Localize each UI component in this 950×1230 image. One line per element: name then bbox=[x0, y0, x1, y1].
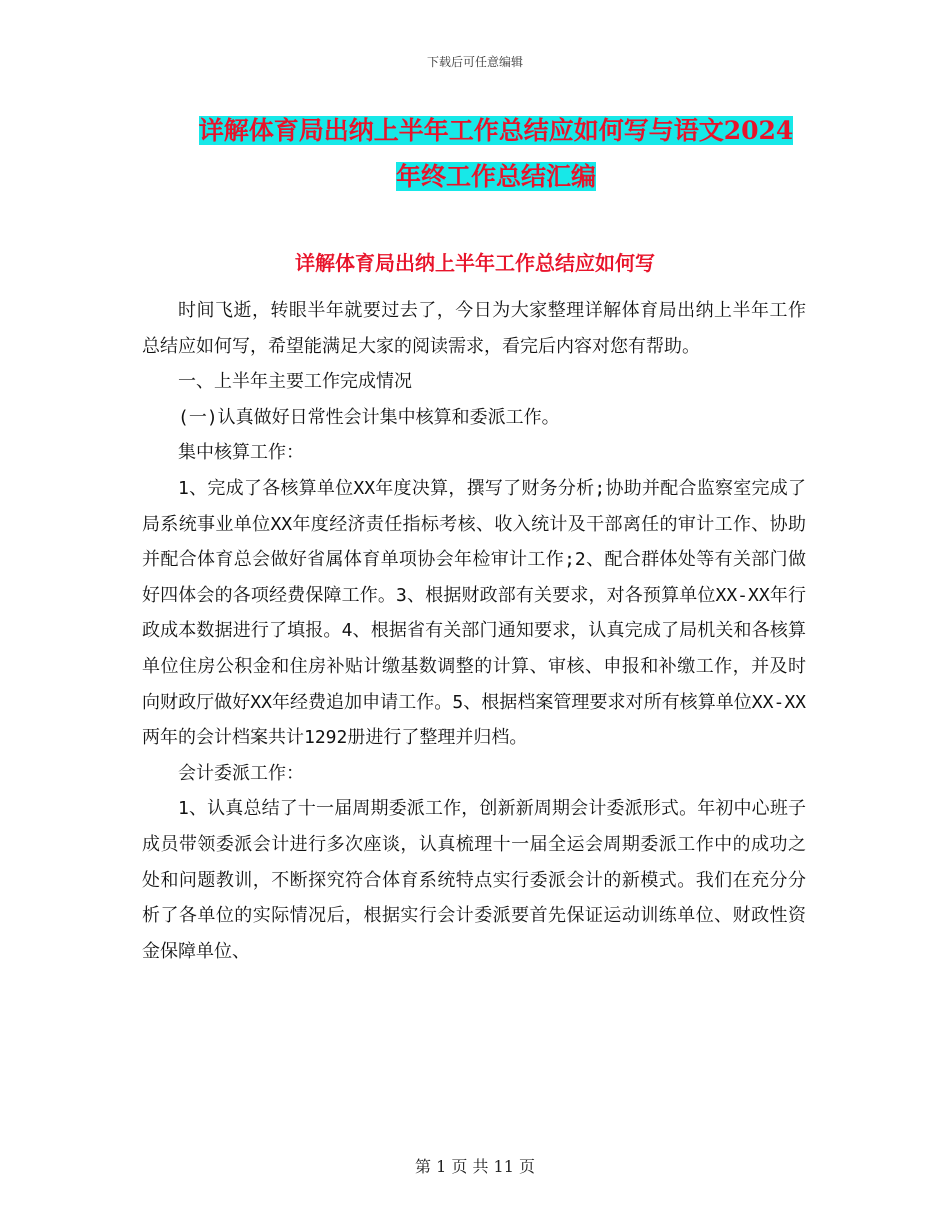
paragraph-accounting-delegation: 1、认真总结了十一届周期委派工作，创新新周期会计委派形式。年初中心班子成员带领委派会计进行多次座谈，认真梳理十一届全运会周期委派工作中的成功之处和问题教训，不断探究符合体育系统特点实行委派会计的新模式。我们在充分分析了各单位的实际情况后，根据实行会计委派要首先保证运动训练单位、财政性资金保障单位、 bbox=[142, 798, 806, 962]
paragraph-heading-2: (一)认真做好日常性会计集中核算和委派工作。 bbox=[178, 406, 560, 428]
paragraph-heading-3: 集中核算工作： bbox=[178, 442, 304, 464]
paragraph-intro: 时间飞逝，转眼半年就要过去了，今日为大家整理详解体育局出纳上半年工作总结应如何写，希望能满足大家的阅读需求，看完后内容对您有帮助。 bbox=[142, 300, 806, 357]
paragraph-heading-4: 会计委派工作： bbox=[178, 762, 304, 784]
document-body bbox=[142, 293, 806, 969]
page-header-note: 下载后可任意编辑 bbox=[426, 55, 523, 69]
document-title-text: 详解体育局出纳上半年工作总结应如何写与语文2024年终工作总结汇编 bbox=[198, 116, 794, 191]
paragraph-centralized-accounting: 1、完成了各核算单位XX年度决算，撰写了财务分析;协助并配合监察室完成了局系统事业单位XX年度经济责任指标考核、收入统计及干部离任的审计工作、协助并配合体育总会做好省属体育单项协会年检审计工作;2、配合群体处等有关部门做好四体会的各项经费保障工作。3、根据财政部有关要求，对各预算单位XX-XX年行政成本数据进行了填报。4、根据省有关部门通知要求，认真完成了局机关和各核算单位住房公积金和住房补贴计缴基数调整的计算、审核、申报和补缴工作，并及时向财政厅做好XX年经费追加申请工作。5、根据档案管理要求对所有核算单位XX-XX两年的会计档案共计1292册进行了整理并归档。 bbox=[142, 477, 806, 749]
section-title: 详解体育局出纳上半年工作总结应如何写 bbox=[295, 251, 655, 275]
paragraph-heading-1: 一、上半年主要工作完成情况 bbox=[178, 371, 412, 393]
page-number: 第 1 页 共 11 页 bbox=[415, 1157, 535, 1176]
document-title bbox=[190, 108, 802, 200]
